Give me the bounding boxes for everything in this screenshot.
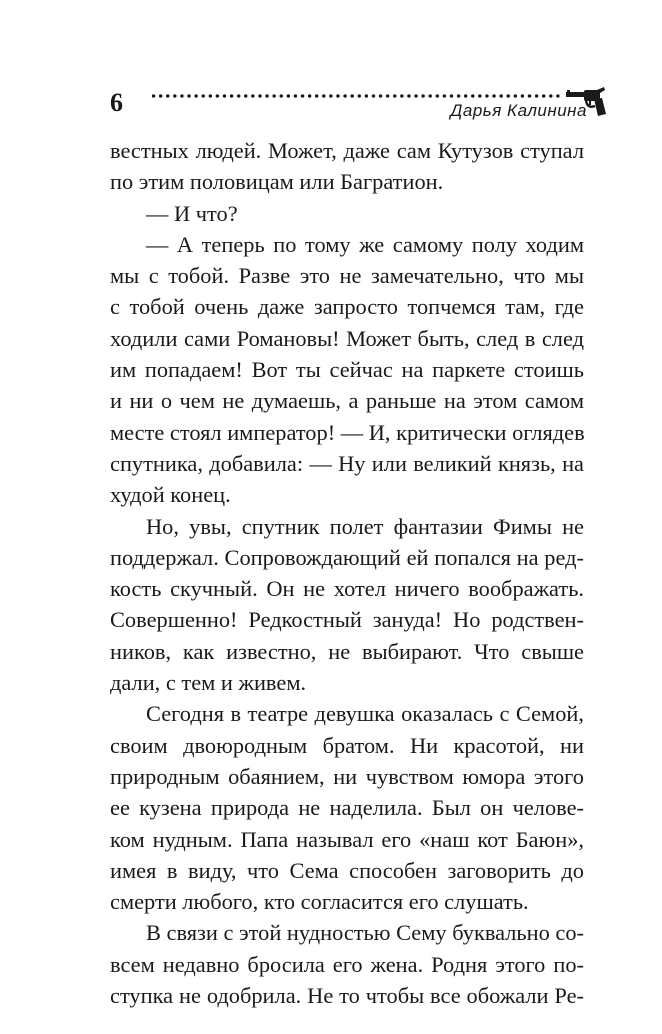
text-line: худой конец. bbox=[110, 482, 231, 508]
text-line: ступка не одобрила. Не то чтобы все обожали Ре- bbox=[110, 983, 584, 1009]
text-line: поддержал. Сопровождающий ей попался на ред- bbox=[110, 544, 584, 570]
text-line: — А теперь по тому же самому полу ходим bbox=[146, 231, 584, 257]
text-line: им попадаем! Вот ты сейчас на паркете стоишь bbox=[110, 357, 584, 383]
text-line: мы с тобой. Разве это не замечательно, что мы bbox=[110, 263, 584, 289]
revolver-icon bbox=[564, 84, 608, 118]
text-line: и ни о чем не думаешь, а раньше на этом самом bbox=[110, 388, 584, 414]
text-line: месте стоял император! — И, критически оглядев bbox=[110, 419, 585, 445]
text-line: вестных людей. Может, даже сам Кутузов ступал bbox=[110, 138, 584, 163]
text-line: ком нудным. Папа называл его «наш кот Баюн», bbox=[110, 826, 584, 852]
dotted-leader bbox=[150, 94, 562, 98]
text-line: — И что? bbox=[146, 200, 238, 226]
text-line: имея в виду, что Сема способен заговорить до bbox=[110, 857, 584, 883]
text-line: ников, как известно, не выбирают. Что свыше bbox=[110, 638, 584, 664]
page-number: 6 bbox=[110, 88, 123, 117]
text-line: всем недавно бросила его жена. Родня этого по- bbox=[110, 951, 584, 977]
body-text bbox=[110, 135, 584, 1011]
text-line: В связи с этой нудностью Сему буквально со- bbox=[146, 920, 584, 946]
text-line: спутника, добавила: — Ну или великий князь, на bbox=[110, 450, 584, 476]
text-line: ходили сами Романовы! Может быть, след в след bbox=[110, 325, 584, 351]
text-line: природным обаянием, ни чувством юмора этого bbox=[110, 763, 584, 789]
text-line: смерти любого, кто согласится его слушать. bbox=[110, 889, 529, 915]
text-line: Совершенно! Редкостный зануда! Но родствен- bbox=[110, 607, 584, 633]
text-line: кость скучный. Он не хотел ничего воображать. bbox=[110, 576, 584, 602]
text-line: Сегодня в театре девушка оказалась с Семой, bbox=[146, 701, 584, 727]
text-line: по этим половицам или Багратион. bbox=[110, 169, 444, 195]
page-header bbox=[0, 0, 662, 130]
text-line: своим двоюродным братом. Ни красотой, ни bbox=[110, 732, 584, 758]
text-line: Но, увы, спутник полет фантазии Фимы не bbox=[146, 513, 584, 539]
text-line: с тобой очень даже запросто топчемся там, где bbox=[110, 294, 584, 320]
text-line: дали, с тем и живем. bbox=[110, 670, 307, 696]
author-name: Дарья Калинина bbox=[450, 101, 587, 120]
text-line: ее кузена природа не наделила. Был он челове- bbox=[110, 795, 584, 821]
